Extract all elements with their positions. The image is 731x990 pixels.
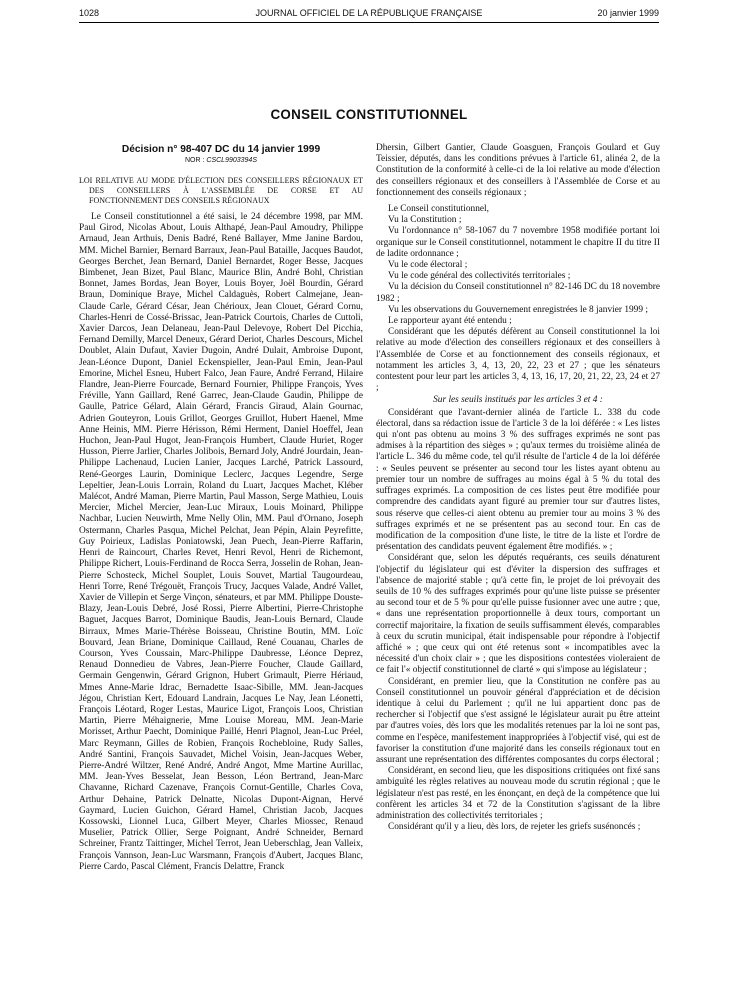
vu-constitution: Vu la Constitution ; (388, 215, 462, 226)
page-number: 1028 (79, 8, 100, 18)
subheading-seuils: Sur les seuils institués par les articles 3 et 4 : (433, 395, 603, 406)
rapporteur: Le rapporteur ayant été entendu ; (388, 316, 512, 327)
right-column (376, 143, 660, 833)
section-title: CONSEIL CONSTITUTIONNEL (270, 107, 468, 122)
considerant-1: Considérant que les députés défèrent au Conseil constitutionnel la loi relative au mode d'élection des conseillers régionaux et des conseillers à l'Assemblée de Corse et au fonctionnement des conseils régionaux, et notamment les articles 3, 4, 13, 20, 22, 23 et 27 ; que les sénateurs contestent pour leur part les articles 3, 4, 13, 16, 17, 20, 21, 22, 23, 24 et 27 ; (376, 327, 660, 394)
nor-label: NOR : (185, 157, 207, 164)
vu-ordonnance: Vu l'ordonnance n° 58-1067 du 7 novembre 1958 modifiée portant loi organique sur le Conseil constitutionnel, notamment le chapitre II du titre II de ladite ordonnance ; (376, 226, 660, 259)
vu-decision: Vu la décision du Conseil constitutionnel n° 82-146 DC du 18 novembre 1982 ; (376, 282, 660, 304)
decision-title: Décision n° 98-407 DC du 14 janvier 1999 (121, 144, 321, 155)
nor-code: CSCL9903394S (206, 157, 257, 164)
considerant-5: Considérant, en second lieu, que les dispositions critiquées ont fixé sans ambiguïté les règles relatives au nouveau mode du scrutin régional ; que le législateur n'est pas resté, en les énonçant, en deçà de la compétence que lui confèrent les articles 34 et 72 de la Constitution s'agissant de la libre administration des collectivités territoriales ; (376, 766, 660, 821)
nor-reference (79, 156, 363, 166)
left-column (79, 143, 363, 873)
considerant-6: Considérant qu'il y a lieu, dès lors, de rejeter les griefs susénoncés ; (388, 822, 641, 833)
considerant-2: Considérant que l'avant-dernier alinéa de l'article L. 338 du code électoral, dans sa rédaction issue de l'article 3 de la loi déférée : « Les listes qui n'ont pas obtenu au moins 3 % des suffrages exprimés ne sont pas admises à la répartition des sièges » ; qu'aux termes du troisième alinéa de l'article L. 346 du même code, tel qu'il résulte de l'article 4 de la loi déférée : « Seules peuvent se présenter au second tour les listes ayant obtenu au premier tour un nombre de suffrages au moins égal à 5 % du total des suffrages exprimés. La composition de ces listes peut être modifiée pour comprendre des candidats ayant figuré au premier tour sur d'autres listes, sous réserve que celles-ci aient obtenu au premier tour au moins 3 % des suffrages exprimés et ne se présentent pas au second tour. En cas de modification de la composition d'une liste, le titre de la liste et l'ordre de présentation des candidats peuvent également être modifiés. » ; (376, 407, 660, 553)
page-header (79, 8, 659, 20)
considerant-4: Considérant, en premier lieu, que la Constitution ne confère pas au Conseil constitutionnel un pouvoir général d'appréciation et de décision identique à celui du Parlement ; qu'il ne lui appartient donc pas de rechercher si l'objectif que s'est assigné le législateur aurait pu être atteint par d'autres voies, dès lors que les modalités retenues par la loi ne sont pas, comme en l'espèce, manifestement inappropriées à l'objectif visé, qui est de favoriser la constitution d'une majorité dans les conseils régionaux tout en assurant une représentation des différentes composantes du corps électoral ; (376, 676, 660, 765)
continuation-paragraph: Dhersin, Gilbert Gantier, Claude Goasguen, François Goulard et Guy Teissier, députés, dans les conditions prévues à l'article 61, alinéa 2, de la Constitution de la conformité à celle-ci de la loi relative au mode d'élection des conseillers régionaux et des conseillers à l'Assemblée de Corse et au fonctionnement des conseils régionaux ; (376, 143, 660, 198)
considerant-3: Considérant que, selon les députés requérants, ces seuils dénaturent l'objectif du législateur qui est d'éviter la dispersion des suffrages et l'absence de majorité stable ; qu'à cette fin, le projet de loi prévoyait des seuils de 10 % des suffrages exprimés pour qu'une liste puisse se présenter au second tour et de 5 % pour qu'elle puisse fusionner avec une autre ; que, « dans une représentation proportionnelle à deux tours, comportant un correctif majoritaire, la fixation de seuils suffisamment élevés, comparables à ceux du scrutin municipal, était indispensable pour répondre à l'objectif affiché » ; que ceux qui ont été retenus sont « incompatibles avec la nécessité d'un choix clair » ; que les dispositions contestées violeraient de ce fait l'« objectif constitutionnel de clarté » qui s'impose au législateur ; (376, 553, 660, 676)
header-rule (79, 22, 659, 23)
le-conseil: Le Conseil constitutionnel, (388, 204, 489, 215)
journal-title: JOURNAL OFFICIEL DE LA RÉPUBLIQUE FRANÇAISE (255, 8, 483, 18)
issue-date: 20 janvier 1999 (597, 8, 659, 18)
vu-code-collectivites: Vu le code général des collectivités territoriales ; (388, 271, 571, 282)
vu-code-electoral: Vu le code électoral ; (388, 260, 468, 271)
vu-observations: Vu les observations du Gouvernement enregistrées le 8 janvier 1999 ; (388, 304, 648, 315)
saisine-paragraph: Le Conseil constitutionnel a été saisi, le 24 décembre 1998, par MM. Paul Girod, Nicolas About, Louis Althapé, Jean-Paul Amoudry, Philippe Arnaud, Jean Arthuis, Denis Badré, René Ballayer, Mme Janine Bardou, MM. Michel Barnier, Bernard Barraux, Jean-Paul Bataille, Jacques Baudot, Georges Berchet, Jean Bernard, Daniel Bernardet, Roger Besse, Jacques Bimbenet, Jean Bizet, Paul Blanc, Maurice Blin, André Bohl, Christian Bonnet, James Bordas, Jean Boyer, Louis Boyer, Joël Bourdin, Gérard Braun, Dominique Braye, Michel Caldaguès, Robert Calmejane, Jean-Claude Carle, Gérard César, Jean Chérioux, Jean Clouet, Gérard Cornu, Charles-Henri de Cossé-Brissac, Jean-Patrick Courtois, Charles de Cuttoli, Xavier Darcos, Jean Delaneau, Jean-Paul Delevoye, Robert Del Picchia, Fernand Demilly, Marcel Deneux, Gérard Deriot, Charles Descours, Michel Doublet, Alain Dufaut, Xavier Dugoin, André Dulait, Ambroise Dupont, Jean-Léonce Dupont, Daniel Eckenspieller, Jean-Paul Emin, Jean-Paul Emorine, Michel Esneu, Hubert Falco, Jean Faure, André Ferrand, Hilaire Flandre, Jean-Pierre Fourcade, Bernard Fournier, Philippe François, Yves Fréville, Yann Gaillard, René Garrec, Jean-Claude Gaudin, Philippe de Gaulle, Patrice Gélard, Alain Gérard, Francis Giraud, Alain Gournac, Adrien Gouteyron, Louis Grillot, Georges Gruillot, Hubert Haenel, Mme Anne Heinis, MM. Pierre Hérisson, Rémi Herment, Daniel Hoeffel, Jean Huchon, Jean-Paul Hugot, Jean-François Humbert, Claude Huriet, Roger Husson, Pierre Jarlier, Charles Jolibois, Bernard Joly, André Jourdain, Jean-Philippe Lachenaud, Lucien Lanier, Jacques Larché, Patrick Lassourd, René-Georges Laurin, Dominique Leclerc, Jacques Legendre, Serge Lepeltier, Jean-Louis Lorrain, Roland du Luart, Jacques Machet, Kléber Malécot, André Maman, Pierre Martin, Paul Masson, Serge Mathieu, Louis Mercier, Michel Mercier, Jean-Luc Miraux, Louis Moinard, Philippe Nachbar, Lucien Neuwirth, Mme Nelly Olin, MM. Paul d'Ornano, Joseph Ostermann, Charles Pasqua, Michel Pelchat, Jean Pépin, Alain Peyrefitte, Guy Poirieux, Ladislas Poniatowski, Jean Puech, Jean-Pierre Raffarin, Henri de Raincourt, Charles Revet, Henri Revol, Henri de Richemont, Philippe Richert, Louis-Ferdinand de Rocca Serra, Josselin de Rohan, Jean-Pierre Schosteck, Michel Souplet, Louis Souvet, Martial Taugourdeau, Henri Torre, René Trégouët, François Trucy, Jacques Valade, André Vallet, Xavier de Villepin et Serge Vinçon, sénateurs, et par MM. Philippe Douste-Blazy, Jean-Louis Debré, José Rossi, Pierre Albertini, Pierre-Christophe Baguet, Jacques Barrot, Dominique Baudis, Jean-Louis Bernard, Claude Birraux, Mmes Marie-Thérèse Boisseau, Christine Boutin, MM. Loïc Bouvard, Jean Briane, Dominique Caillaud, René Couanau, Charles de Courson, Yves Coussain, Marc-Philippe Daubresse, Léonce Deprez, Renaud Donnedieu de Vabres, Jean-Pierre Foucher, Claude Gaillard, Germain Gengenwin, Gérard Grignon, Hubert Grimault, Pierre Hériaud, Mmes Anne-Marie Idrac, Bernadette Isaac-Sibille, MM. Jean-Jacques Jégou, Christian Kert, Edouard Landrain, Jacques Le Nay, Jean Léonetti, François Léotard, Roger Lestas, Maurice Ligot, François Loos, Christian Martin, Pierre Méhaignerie, Mme Louise Moreau, MM. Jean-Marie Morisset, Arthur Paecht, Dominique Paillé, Henri Plagnol, Jean-Luc Préel, Marc Reymann, Gilles de Robien, François Rochebloine, Rudy Salles, André Santini, François Sauvadet, Michel Voisin, Jean-Jacques Weber, Pierre-André Wiltzer, René André, André Angot, Mme Martine Aurillac, MM. Jean-Yves Besselat, Jean Besson, Léon Bertrand, Jean-Marc Chavanne, Richard Cazenave, François Cornut-Gentille, Charles Cova, Arthur Dehaine, Patrick Delnatte, Nicolas Dupont-Aignan, Hervé Gaymard, Lucien Guichon, Gérard Hamel, Christian Jacob, Jacques Kossowski, Lionnel Luca, Gilbert Meyer, Charles Miossec, Renaud Muselier, Patrick Ollier, Serge Poignant, André Schneider, Bernard Schreiner, Frantz Taittinger, Michel Terrot, Jean Ueberschlag, Jean Valleix, François Vannson, Jean-Luc Warsmann, François d'Aubert, Jacques Blanc, Pierre Cardo, Pascal Clément, Francis Delattre, Franck (79, 212, 363, 872)
law-title: LOI RELATIVE AU MODE D'ÉLECTION DES CONSEILLERS RÉGIONAUX ET DES CONSEILLERS À L'ASSEMBLÉE DE CORSE ET AU FONCTIONNEMENT DES CONSEILS RÉGIONAUX (79, 176, 363, 205)
